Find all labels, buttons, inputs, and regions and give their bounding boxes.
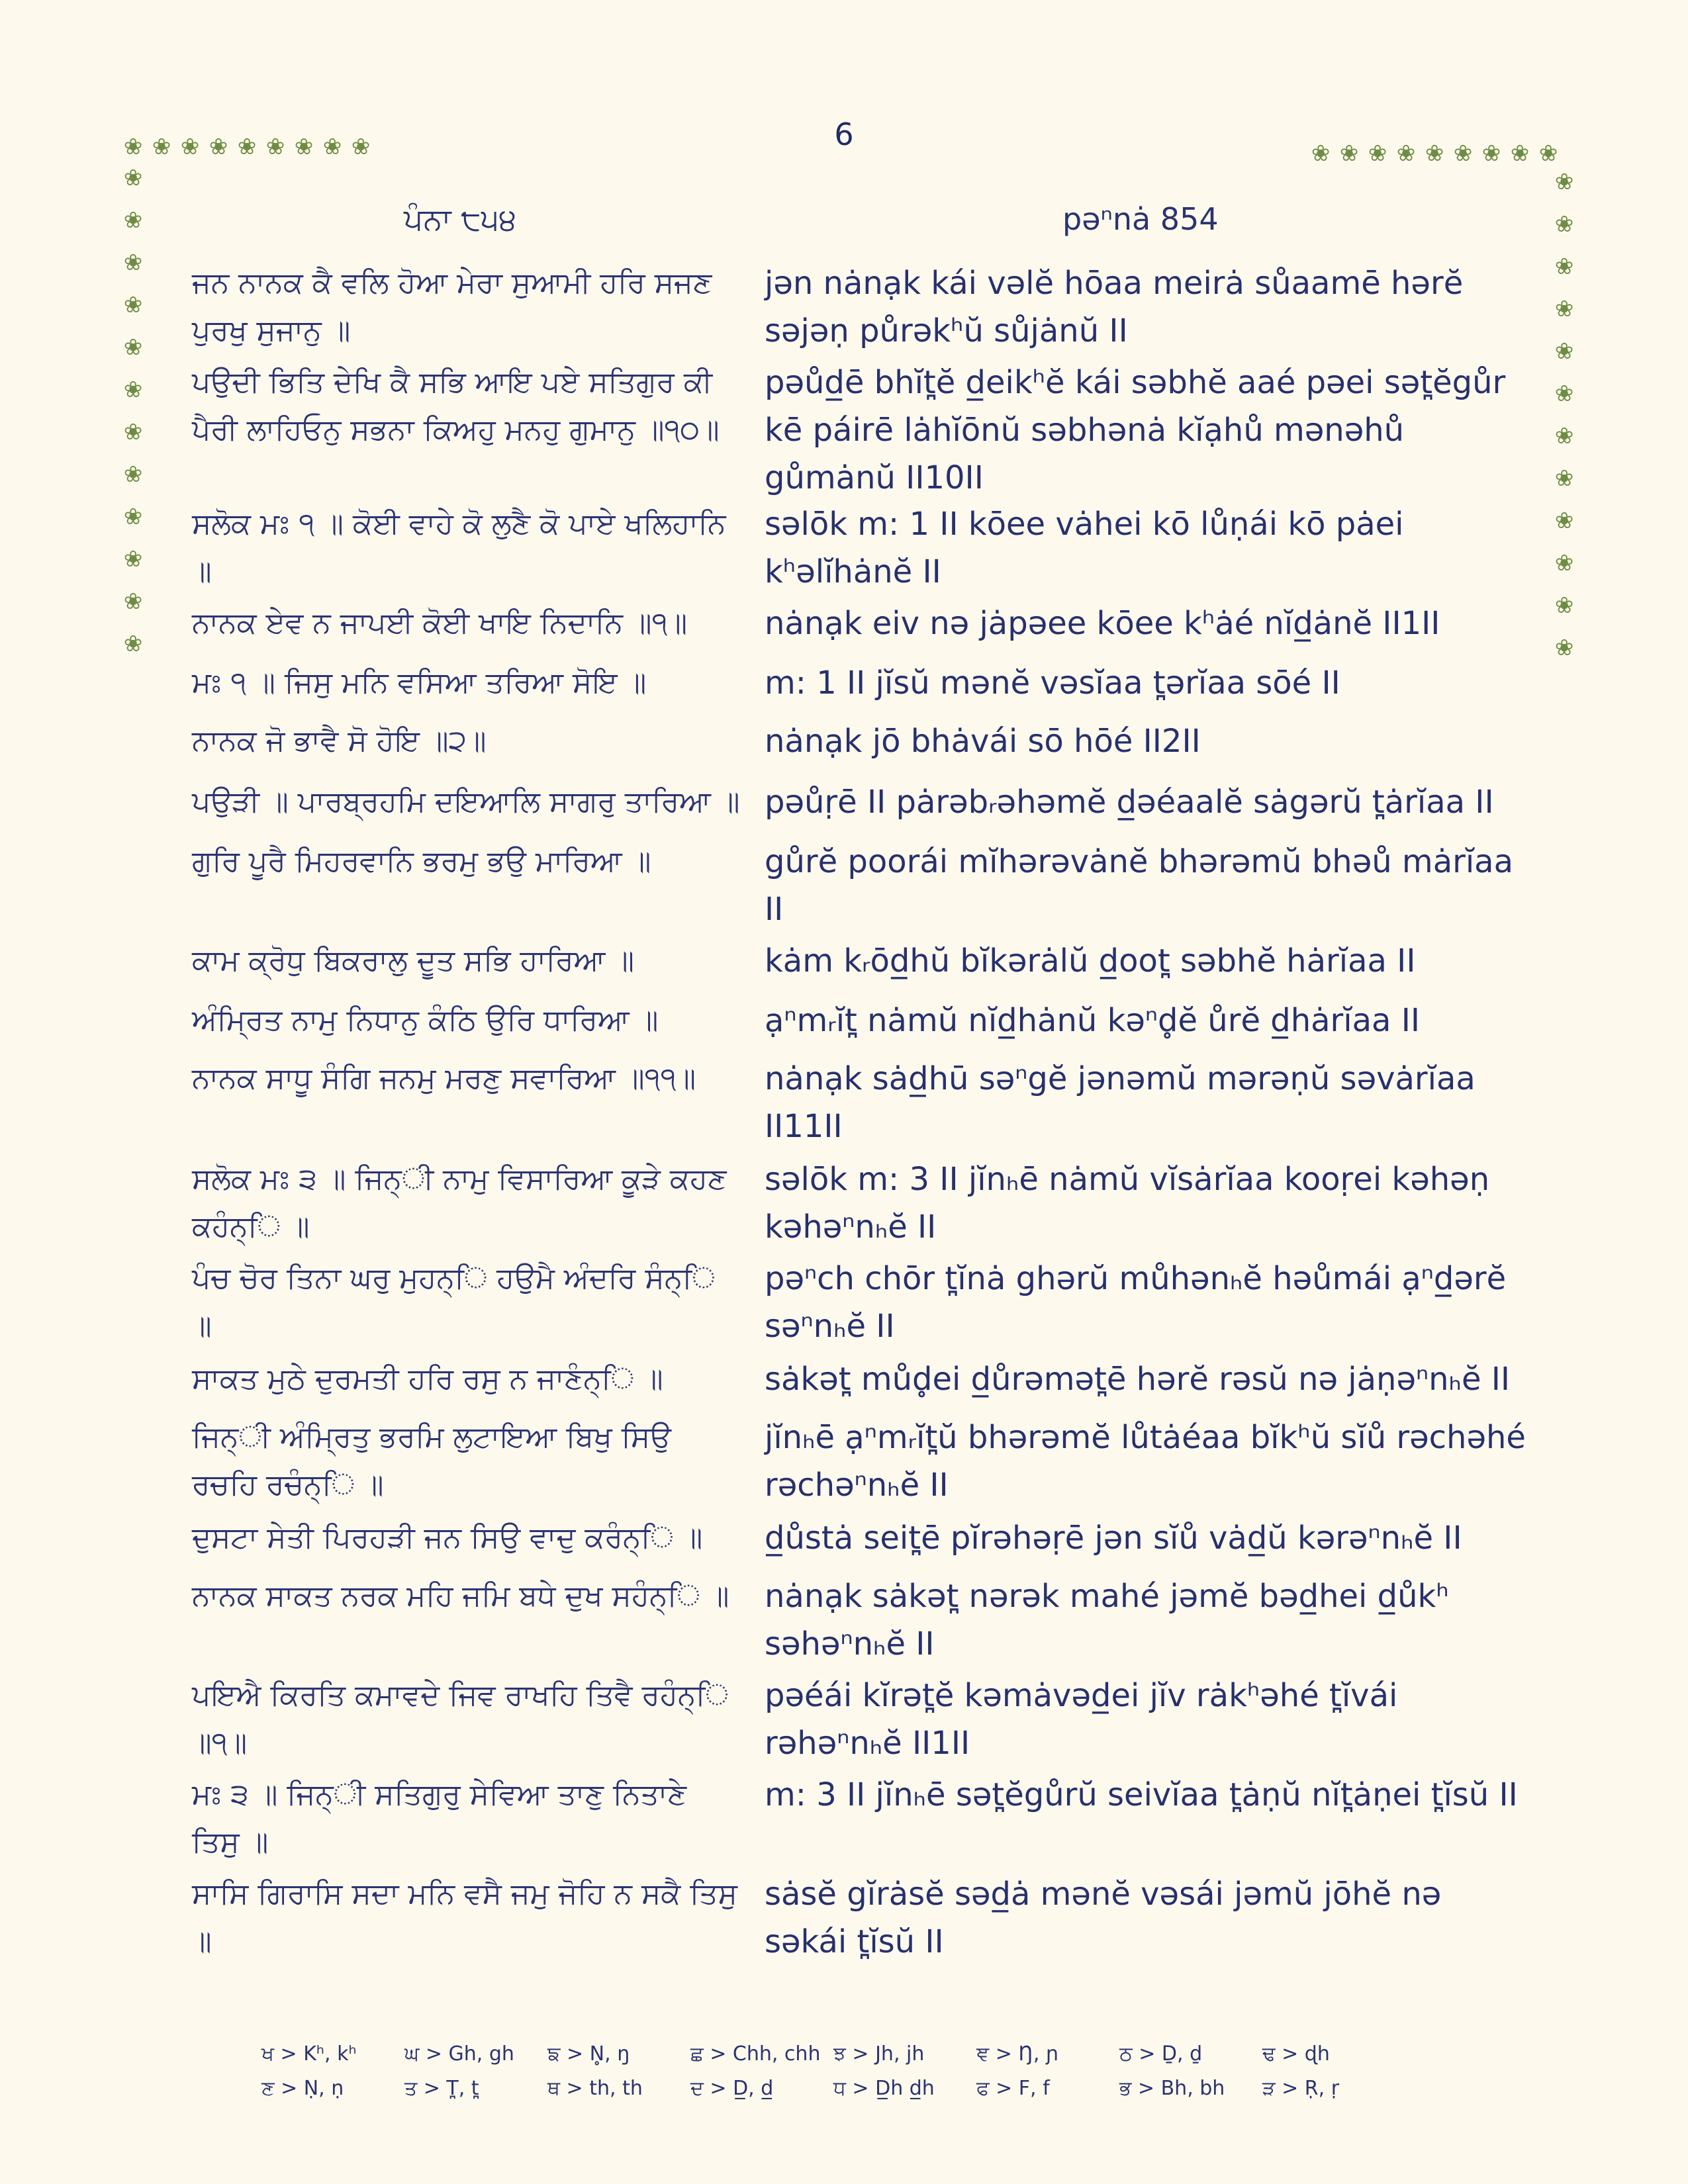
flower-ornament-icon: ❀ [1554,338,1574,365]
legend-entry: ੜ > Ṛ, ṛ [1262,2077,1340,2100]
flower-ornament-icon: ❀ [1368,140,1387,167]
flower-ornament-icon: ❀ [1554,296,1574,322]
translit-text: pəůd̲ē bhĭt̪ĕ d̲eikʰĕ kái səbhĕ aaé pəei sət̪ĕgůr kē páirē lȧhĭōnŭ səbhənȧ kĭạhů mənəhů gůmȧnŭ II10II [765,364,1506,496]
gurmukhi-text: ਨਾਨਕ ਸਾਕਤ ਨਰਕ ਮਹਿ ਜਮਿ ਬਧੇ ਦੁਖ ਸਹੰਨ੍ਿ ॥ [192,1579,729,1613]
flower-ornament-icon: ❀ [123,134,143,160]
legend-entry: ਢ > ɖh [1262,2042,1330,2066]
flower-ornament-icon: ❀ [123,419,143,445]
flower-ornament-icon: ❀ [1538,140,1558,167]
flower-ornament-icon: ❀ [1554,592,1574,619]
transliteration-legend [261,2037,1453,2106]
translit-text: nȧnạk jō bhȧvái sō hōé II2II [765,723,1201,760]
flower-ornament-icon: ❀ [180,134,200,160]
gurmukhi-text: ਸਲੋਕ ਮਃ ੧ ॥ ਕੋਈ ਵਾਹੇ ਕੋ ਲੁਣੈ ਕੋ ਪਾਏ ਖਲਿਹਾਨਿ ॥ [192,507,726,588]
flower-ornament-icon: ❀ [123,292,143,318]
translit-text: m꞉ 1 II jĭsŭ mənĕ vəsĭaa t̪ərĭaa sōé II [765,664,1340,702]
flower-ornament-icon: ❀ [1554,465,1574,492]
translit-text: kȧm kᵣōd̲hŭ bĭkərȧlŭ d̲oot̪ səbhĕ hȧrĭaa II [765,942,1416,979]
flower-ornament-icon: ❀ [123,334,143,361]
legend-entry: ਖ > Kʰ, kʰ [261,2042,357,2066]
flower-ornament-icon: ❀ [123,377,143,403]
legend-entry: ਙ > N̥, ŋ [547,2042,630,2066]
header-gurmukhi: ਪੰਨਾ ੮੫੪ [404,201,517,237]
flower-ornament-icon: ❀ [1510,140,1530,167]
header-translit: pəⁿnȧ 854 [1062,201,1219,237]
gurmukhi-text: ਨਾਨਕ ਜੋ ਭਾਵੈ ਸੋ ਹੋਇ ॥੨॥ [192,724,487,758]
legend-row [261,2037,1453,2071]
gurmukhi-text: ਪੰਚ ਚੋਰ ਤਿਨਾ ਘਰੁ ਮੁਹਨ੍ਿ ਹਉਮੈ ਅੰਦਰਿ ਸੰਨ੍ਿ ॥ [192,1261,716,1343]
legend-entry: ਣ > Ṇ, ṇ [261,2077,344,2100]
flower-ornament-icon: ❀ [322,134,342,160]
flower-ornament-icon: ❀ [1311,140,1331,167]
translit-text: nȧnạk eiv nə jȧpəee kōee kʰȧé nĭd̲ȧnĕ II1II [765,605,1440,642]
gurmukhi-text: ਜਿਨ੍ੀ ਅੰਮ੍ਰਿਤੁ ਭਰਮਿ ਲੁਟਾਇਆ ਬਿਖੁ ਸਿਉ ਰਚਹਿ ਰਚੰਨ੍ਿ ॥ [192,1420,671,1502]
translit-text: səlōk m꞉ 3 II jĭnₕē nȧmŭ vĭsȧrĭaa kooṛei kəhəṇ kəhəⁿnₕĕ II [765,1161,1490,1246]
legend-entry: ਛ > Chh, chh [690,2042,821,2066]
legend-entry: ਝ > Jh, jh [833,2042,925,2066]
flower-ornament-icon: ❀ [1481,140,1501,167]
translit-text: pəⁿch chōr t̪ĭnȧ ghərŭ můhənₕĕ həůmái ạⁿd̲ərĕ səⁿnₕĕ II [765,1260,1507,1345]
flower-ornament-icon: ❀ [237,134,257,160]
flower-ornament-icon: ❀ [1396,140,1416,167]
legend-entry: ਤ > T̪, t̪ [404,2077,479,2100]
gurmukhi-text: ਨਾਨਕ ਸਾਧੂ ਸੰਗਿ ਜਨਮੁ ਮਰਣੁ ਸਵਾਰਿਆ ॥੧੧॥ [192,1062,696,1095]
flower-ornament-icon: ❀ [152,134,171,160]
legend-entry: ਭ > Bh, bh [1119,2077,1225,2100]
flower-ornament-icon: ❀ [1554,211,1574,238]
flower-ornament-icon: ❀ [1554,381,1574,407]
flower-ornament-icon: ❀ [209,134,228,160]
translit-text: pəůṛē II pȧrəbᵣəhəmĕ d̲əéaalĕ sȧgərŭ t̪ȧrĭaa II [765,784,1494,821]
gurmukhi-text: ਦੁਸਟਾ ਸੇਤੀ ਪਿਰਹੜੀ ਜਨ ਸਿਉ ਵਾਦੁ ਕਰੰਨ੍ਿ ॥ [192,1521,703,1555]
gurmukhi-text: ਪਉਦੀ ਭਿਤਿ ਦੇਖਿ ਕੈ ਸਭਿ ਆਇ ਪਏ ਸਤਿਗੁਰ ਕੀ ਪੈਰੀ ਲਾਹਿਓਨੁ ਸਭਨਾ ਕਿਅਹੁ ਮਨਹੁ ਗੁਮਾਨੁ ॥੧੦॥ [192,365,720,447]
legend-entry: ਞ > Ŋ, ɲ [976,2042,1059,2066]
legend-row [261,2071,1453,2106]
gurmukhi-text: ਅੰਮ੍ਰਿਤ ਨਾਮੁ ਨਿਧਾਨੁ ਕੰਠਿ ਉਰਿ ਧਾਰਿਆ ॥ [192,1003,659,1037]
translit-text: pəéái kĭrət̪ĕ kəmȧvəd̲ei jĭv rȧkʰəhé t̪ĭvái rəhəⁿnₕĕ II1II [765,1677,1398,1762]
gurmukhi-text: ਮਃ ੧ ॥ ਜਿਸੁ ਮਨਿ ਵਸਿਆ ਤਰਿਆ ਸੋਇ ॥ [192,666,647,700]
flower-ornament-icon: ❀ [1554,423,1574,449]
gurmukhi-text: ਸਲੋਕ ਮਃ ੩ ॥ ਜਿਨ੍ੀ ਨਾਮੁ ਵਿਸਾਰਿਆ ਕੂੜੇ ਕਹਣ ਕਹੰਨ੍ਿ ॥ [192,1162,727,1244]
gurmukhi-text: ਪਇਐ ਕਿਰਤਿ ਕਮਾਵਦੇ ਜਿਵ ਰਾਖਹਿ ਤਿਵੈ ਰਹੰਨ੍ਿ ॥੧॥ [192,1678,729,1760]
flower-ornament-icon: ❀ [1554,550,1574,576]
legend-entry: ਥ > th, th [547,2077,643,2100]
translit-text: jĭnₕē ạⁿmᵣĭt̪ŭ bhərəmĕ lůtȧéaa bĭkʰŭ sĭů rəchəhé rəchəⁿnₕĕ II [765,1419,1526,1504]
flower-ornament-icon: ❀ [1554,508,1574,534]
gurmukhi-text: ਸਾਸਿ ਗਿਰਾਸਿ ਸਦਾ ਮਨਿ ਵਸੈ ਜਮੁ ਜੋਹਿ ਨ ਸਕੈ ਤਿਸੁ ॥ [192,1877,737,1958]
translit-text: sȧsĕ gĭrȧsĕ səd̲ȧ mənĕ vəsái jəmŭ jōhĕ nə səkái t̪ĭsŭ II [765,1876,1442,1960]
flower-ornament-icon: ❀ [123,461,143,488]
flower-ornament-icon: ❀ [1453,140,1473,167]
flower-ornament-icon: ❀ [1339,140,1359,167]
flower-ornament-icon: ❀ [123,546,143,572]
legend-entry: ਘ > Gh, gh [404,2042,514,2066]
page-number: 6 [834,116,854,152]
translit-text: jən nȧnạk kái vəlĕ hōaa meirȧ sůaamē hərĕ səjəṇ půrəkʰŭ sůjȧnŭ II [765,265,1464,349]
flower-ornament-icon: ❀ [294,134,314,160]
flower-ornament-icon: ❀ [1554,253,1574,280]
translit-text: d̲ůstȧ seit̪ē pĭrəhəṛē jən sĭů vȧd̲ŭ kərəⁿnₕĕ II [765,1520,1462,1557]
gurmukhi-text: ਕਾਮ ਕ੍ਰੋਧੁ ਬਿਕਰਾਲੁ ਦੂਤ ਸਭਿ ਹਾਰਿਆ ॥ [192,944,635,978]
gurmukhi-text: ਸਾਕਤ ਮੁਠੇ ਦੁਰਮਤੀ ਹਰਿ ਰਸੁ ਨ ਜਾਣੰਨ੍ਿ ॥ [192,1362,663,1396]
gurmukhi-text: ਗੁਰਿ ਪੂਰੈ ਮਿਹਰਵਾਨਿ ਭਰਮੁ ਭਉ ਮਾਰਿਆ ॥ [192,844,651,878]
flower-ornament-icon: ❀ [1554,635,1574,661]
flower-ornament-icon: ❀ [123,250,143,276]
flower-ornament-icon: ❀ [1554,169,1574,195]
translit-text: ạⁿmᵣĭt̪ nȧmŭ nĭd̲hȧnŭ kəⁿd̥ĕ ůrĕ d̲hȧrĭaa II [765,1002,1420,1039]
flower-ornament-icon: ❀ [1425,140,1444,167]
flower-ornament-icon: ❀ [351,134,371,160]
flower-ornament-icon: ❀ [123,165,143,191]
gurmukhi-text: ਮਃ ੩ ॥ ਜਿਨ੍ੀ ਸਤਿਗੁਰੁ ਸੇਵਿਆ ਤਾਣੁ ਨਿਤਾਣੇ ਤਿਸੁ ॥ [192,1778,687,1859]
legend-entry: ਦ > D̲, d̲ [690,2077,774,2100]
legend-entry: ਫ > F, f [976,2077,1050,2100]
translit-text: m꞉ 3 II jĭnₕē sət̪ĕgůrŭ seivĭaa t̪ȧṇŭ nĭt̪ȧṇei t̪ĭsŭ II [765,1776,1518,1813]
gurmukhi-text: ਪਉੜੀ ॥ ਪਾਰਬ੍ਰਹਮਿ ਦਇਆਲਿ ਸਾਗਰੁ ਤਾਰਿਆ ॥ [192,785,740,819]
flower-ornament-icon: ❀ [123,588,143,615]
translit-text: sȧkət̪ můd̥ei d̲ůrəmət̪ē hərĕ rəsŭ nə jȧṇəⁿnₕĕ II [765,1361,1511,1398]
flower-ornament-icon: ❀ [123,207,143,234]
translit-text: gůrĕ poorái mĭhərəvȧnĕ bhərəmŭ bhəů mȧrĭaa II [765,843,1513,928]
gurmukhi-text: ਜਨ ਨਾਨਕ ਕੈ ਵਲਿ ਹੋਆ ਮੇਰਾ ਸੁਆਮੀ ਹਰਿ ਸਜਣ ਪੁਰਖੁ ਸੁਜਾਨੁ ॥ [192,266,712,347]
translit-text: səlōk m꞉ 1 II kōee vȧhei kō lůṇái kō pȧei kʰəlĭhȧnĕ II [765,506,1404,590]
translit-text: nȧnạk sȧd̲hū səⁿgĕ jənəmŭ mərəṇŭ səvȧrĭaa II11II [765,1060,1476,1145]
translit-text: nȧnạk sȧkət̪ nərək mahé jəmĕ bəd̲hei d̲ůkʰ səhəⁿnₕĕ II [765,1578,1449,1662]
flower-ornament-icon: ❀ [123,631,143,657]
flower-ornament-icon: ❀ [123,504,143,530]
gurmukhi-text: ਨਾਨਕ ਏਵ ਨ ਜਾਪਈ ਕੋਈ ਖਾਇ ਨਿਦਾਨਿ ॥੧॥ [192,606,688,640]
legend-entry: ਧ > D̲h d̲h [833,2077,935,2100]
legend-entry: ਠ > Ḏ, ḏ [1119,2042,1203,2066]
flower-ornament-icon: ❀ [265,134,285,160]
